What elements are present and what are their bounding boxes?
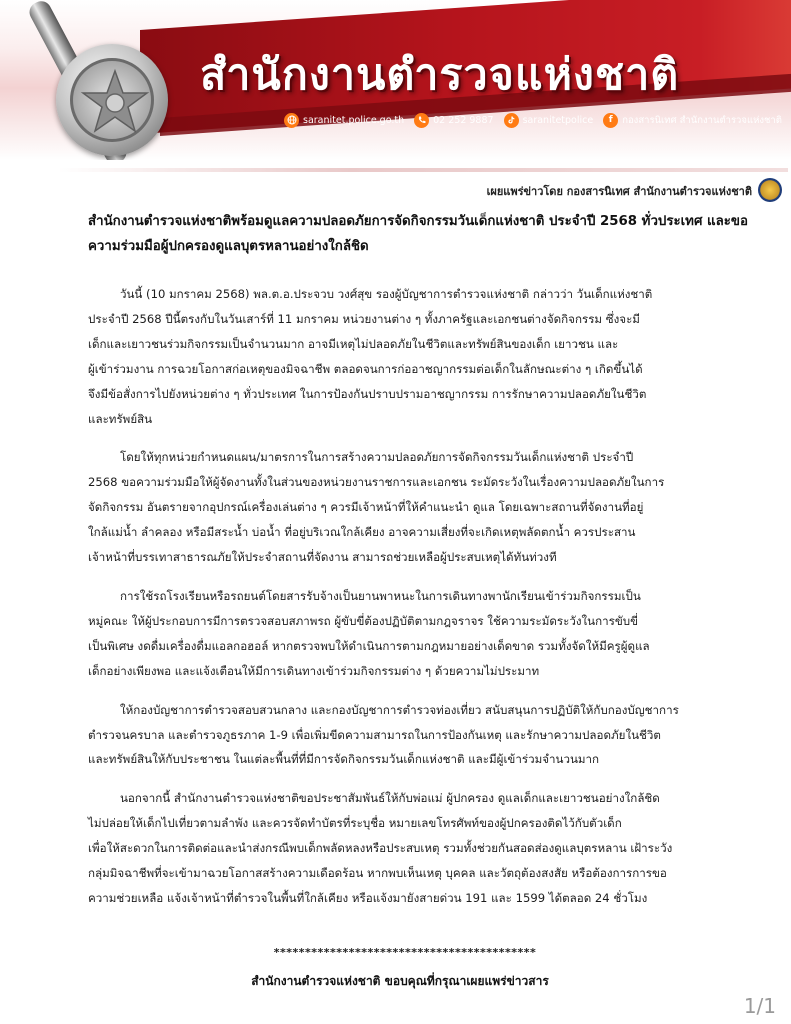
seal-inner-ring — [70, 58, 154, 142]
phone-icon — [414, 113, 429, 128]
paragraph-3: การใช้รถโรงเรียนหรือรถยนต์โดยสารรับจ้างเป็นยานพาหนะในการเดินทางพานักเรียนเข้าร่วมกิจกรรมเป็น หมู่คณะ ให้ผู้ประกอบการมีการตรวจสอบสภาพรถ ผู้ขับขี่ต้องปฏิบัติตามกฎจราจร ใช้ความระมัดระวังในการขับขี่ เป็นพิเศษ งดดื่มเครื่องดื่มแอลกอฮอล์ หากตรวจพบให้ดำเนินการตามกฎหมายอย่างเด็ดขาด รวมทั้งจัดให้มีครูผู้ดูแล เด็กอย่างเพียงพอ และแจ้งเตือนให้มีการเดินทางเข้าร่วมกิจกรรมต่าง ๆ ด้วยความไม่ประมาท — [88, 588, 650, 678]
police-badge-icon — [758, 178, 782, 202]
header-divider — [58, 168, 788, 172]
page-indicator: 1/1 — [743, 994, 776, 1018]
org-title: สำนักงานตำรวจแห่งชาติ — [200, 50, 680, 100]
globe-icon — [284, 113, 299, 128]
seal-star-icon — [73, 61, 157, 145]
star-separator: ****************************************** — [273, 946, 537, 959]
tiktok-icon — [504, 113, 519, 128]
contact-website[interactable] — [284, 113, 404, 128]
contact-phone-text: 02 252 9887 — [433, 114, 494, 126]
police-seal-icon — [56, 44, 168, 156]
contact-tiktok-text: saranitetpolice — [522, 114, 594, 126]
publisher-line: เผยแพร่ข่าวโดย กองสารนิเทศ สำนักงานตำรวจแห่งชาติ — [486, 185, 752, 198]
paragraph-2: โดยให้ทุกหน่วยกำหนดแผน/มาตรการในการสร้างความปลอดภัยการจัดกิจกรรมวันเด็กแห่งชาติ ประจำปี 2568 ขอความร่วมมือให้ผู้จัดงานทั้งในส่วนของหน่วยงานราชการและเอกชน ระมัดระวังในเรื่องความปลอดภัยในการ จัดกิจกรรม อันตรายจากอุปกรณ์เครื่องเล่นต่าง ๆ ควรมีเจ้าหน้าที่ให้คำแนะนำ ดูแล โดยเฉพาะสถานที่จัดงานที่อยู่ ใกล้แม่น้ำ ลำคลอง หรือมีสระน้ำ บ่อน้ำ ที่อยู่บริเวณใกล้เคียง อาจความเสี่ยงที่จะเกิดเหตุพลัดตกน้ำ ควรประสาน เจ้าหน้าที่บรรเทาสาธารณภัยให้ประจำสถานที่จัดงาน สามารถช่วยเหลือผู้ประสบเหตุได้ทันท่วงที — [88, 450, 665, 565]
paragraph-5: นอกจากนี้ สำนักงานตำรวจแห่งชาติขอประชาสัมพันธ์ให้กับพ่อแม่ ผู้ปกครอง ดูแลเด็กและเยาวชนอย่างใกล้ชิด ไม่ปล่อยให้เด็กไปเที่ยวตามลำพัง และควรจัดทำบัตรที่ระบุชื่อ หมายเลขโทรศัพท์ของผู้ปกครองติดไว้กับตัวเด็ก เพื่อให้สะดวกในการติดต่อและนำส่งกรณีพบเด็กพลัดหลงหรือประสบเหตุ รวมทั้งช่วยกันสอดส่องดูแลบุตรหลาน เฝ้าระวัง กลุ่มมิจฉาชีพที่จะเข้ามาฉวยโอกาสสร้างความเดือดร้อน หากพบเห็นเหตุ บุคคล และวัตถุต้องสงสัย หรือต้องการการขอ ความช่วยเหลือ แจ้งเจ้าหน้าที่ตำรวจในพื้นที่ใกล้เคียง หรือแจ้งมายังสายด่วน 191 และ 1599 ได้ตลอด 24 ชั่วโมง — [88, 791, 673, 905]
header-banner — [0, 0, 791, 160]
contact-tiktok[interactable] — [504, 113, 594, 128]
news-body — [88, 282, 734, 925]
contact-bar — [284, 110, 782, 130]
news-headline: สำนักงานตำรวจแห่งชาติพร้อมดูแลความปลอดภัยการจัดกิจกรรมวันเด็กแห่งชาติ ประจำปี 2568 ทั่วประเทศ และขอความร่วมมือผู้ปกครองดูแลบุตรหลานอย่างใกล้ชิด — [88, 214, 748, 254]
paragraph-4: ให้กองบัญชาการตำรวจสอบสวนกลาง และกองบัญชาการตำรวจท่องเที่ยว สนับสนุนการปฏิบัติให้กับกองบัญชาการ ตำรวจนครบาล และตำรวจภูธรภาค 1-9 เพื่อเพิ่มขีดความสามารถในการป้องกันเหตุ และรักษาความปลอดภัยในชีวิต และทรัพย์สินให้กับประชาชน ในแต่ละพื้นที่ที่มีการจัดกิจกรรมวันเด็กแห่งชาติ และมีผู้เข้าร่วมจำนวนมาก — [88, 702, 679, 767]
contact-facebook[interactable] — [603, 113, 782, 128]
contact-facebook-text: กองสารนิเทศ สำนักงานตำรวจแห่งชาติ — [622, 114, 782, 126]
paragraph-1: วันนี้ (10 มกราคม 2568) พล.ต.อ.ประจวบ วงศ์สุข รองผู้บัญชาการตำรวจแห่งชาติ กล่าวว่า วันเด็กแห่งชาติ ประจำปี 2568 ปีนี้ตรงกับในวันเสาร์ที่ 11 มกราคม หน่วยงานต่าง ๆ ทั้งภาครัฐและเอกชนต่างจัดกิจกรรม ซึ่งจะมี เด็กและเยาวชนร่วมกิจกรรมเป็นจำนวนมาก อาจมีเหตุไม่ปลอดภัยในชีวิตและทรัพย์สินของเด็ก เยาวชน และ ผู้เข้าร่วมงาน การฉวยโอกาสก่อเหตุของมิจฉาชีพ ตลอดจนการก่ออาชญากรรมต่อเด็กในลักษณะต่าง ๆ เกิดขึ้นได้ จึงมีข้อสั่งการไปยังหน่วยต่าง ๆ ทั่วประเทศ ในการป้องกันปราบปรามอาชญากรรม การรักษาความปลอดภัยในชีวิต และทรัพย์สิน — [88, 287, 653, 426]
facebook-icon: f — [603, 113, 618, 128]
contact-phone[interactable] — [414, 113, 493, 128]
contact-website-text: saranitet.police.go.th — [303, 114, 405, 126]
closing-line: สำนักงานตำรวจแห่งชาติ ขอบคุณที่กรุณาเผยแพร่ข่าวสาร — [251, 974, 549, 988]
